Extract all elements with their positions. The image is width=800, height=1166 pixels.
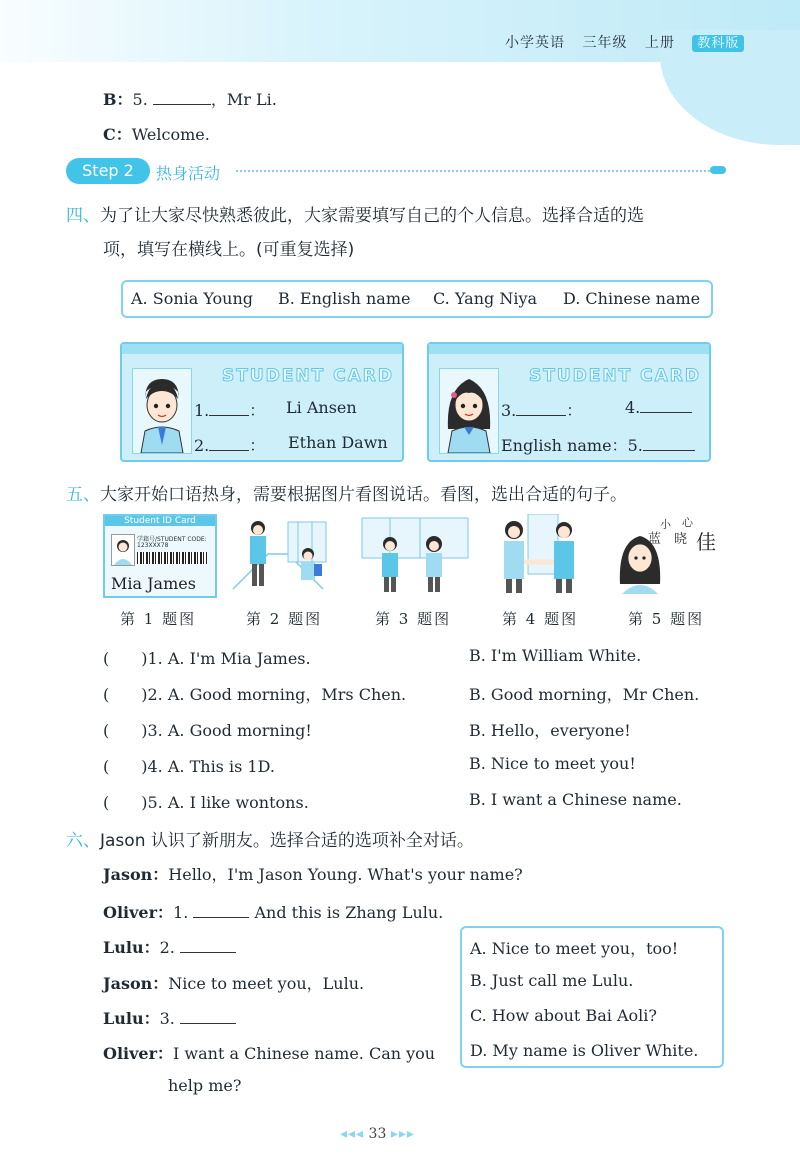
barcode-icon	[137, 552, 207, 564]
caption-4: 第 4 题图	[502, 610, 579, 628]
option-d: D. Chinese name	[563, 289, 701, 308]
step-title: 热身活动	[156, 164, 221, 183]
answer-blank[interactable]	[193, 903, 249, 918]
option-d: D. My name is Oliver White.	[470, 1041, 699, 1060]
field-label: English name：	[501, 436, 628, 455]
answer-parentheses[interactable]: ( )	[103, 721, 148, 740]
dialogue-line-b	[103, 87, 277, 110]
q5-item-1-b: B. I'm William White.	[469, 646, 642, 665]
option-c: C. Yang Niya	[433, 289, 538, 308]
q6-instruction	[66, 826, 474, 851]
card-row-3: 3. ：	[501, 401, 583, 420]
q4-options-box	[121, 280, 713, 318]
card-value-1: Li Ansen	[286, 398, 357, 417]
q5-item-5	[103, 790, 309, 813]
answer-parentheses[interactable]: ( )	[103, 757, 148, 776]
answer-parentheses[interactable]: ( )	[103, 793, 148, 812]
q5-item-3	[103, 718, 312, 741]
header-subject: 小学英语	[505, 35, 565, 51]
speaker-label: Jason：	[103, 865, 169, 884]
q6-line-4	[103, 971, 364, 994]
choice-a: A. I like wontons.	[167, 793, 309, 812]
picture-3-two-students	[360, 514, 470, 594]
card-row-1: 1. ：	[194, 401, 266, 420]
pencil-icon	[710, 166, 726, 174]
step-divider	[236, 170, 714, 172]
item-number: 5.	[147, 793, 163, 812]
q6-line-5	[103, 1006, 236, 1029]
card-row-4	[625, 398, 692, 417]
item-number: 2.	[159, 938, 175, 957]
id-code-value: 123XXX78	[137, 542, 169, 549]
left-arrows-icon: ◂◂◂	[340, 1126, 365, 1142]
card-row-5	[501, 433, 695, 456]
q6-options-box	[460, 926, 724, 1068]
q5-item-4-b: B. Nice to meet you!	[469, 754, 636, 773]
item-number: 1.	[173, 903, 189, 922]
q5-item-1	[103, 646, 311, 669]
item-number: 3.	[147, 721, 163, 740]
q4-instruction-cont: 项，填写在横线上。(可重复选择)	[103, 240, 355, 260]
picture-4-handshake	[488, 514, 598, 594]
caption-3: 第 3 题图	[375, 610, 452, 628]
dialogue-text: And this is Zhang Lulu.	[254, 903, 444, 922]
step-label: Step 2	[66, 158, 150, 184]
dialogue-text: Welcome.	[131, 125, 210, 144]
option-c: C. How about Bai Aoli?	[470, 1006, 657, 1025]
instruction-text: 为了让大家尽快熟悉彼此，大家需要填写自己的个人信息。选择合适的选	[100, 206, 644, 226]
answer-blank[interactable]	[640, 398, 692, 413]
dialogue-text: Nice to meet you，Lulu.	[168, 974, 365, 993]
speaker-label: Lulu：	[103, 938, 160, 957]
sign-char: 晓	[674, 532, 688, 547]
dialogue-text: ，Mr Li.	[210, 90, 277, 109]
item-number: 4.	[625, 398, 641, 417]
sign-char: 佳	[696, 530, 716, 554]
instruction-text: Jason 认识了新朋友。选择合适的选项补全对话。	[100, 831, 474, 851]
speaker-label: Oliver：	[103, 903, 174, 922]
card-band	[429, 344, 709, 354]
question-number: 四、	[66, 206, 100, 226]
option-a: A. Nice to meet you，too!	[470, 939, 679, 958]
sign-char: 小	[660, 518, 671, 531]
item-number: 1.	[147, 649, 163, 668]
q5-item-3-b: B. Hello，everyone!	[469, 721, 631, 740]
choice-a: A. This is 1D.	[167, 757, 275, 776]
caption-1: 第 1 题图	[120, 610, 197, 628]
item-number: 3.	[159, 1009, 175, 1028]
item-number: 5.	[132, 90, 148, 109]
card-value-2: Ethan Dawn	[288, 433, 388, 452]
choice-a: A. Good morning!	[167, 721, 312, 740]
id-card-name: Mia James	[111, 574, 196, 593]
q5-item-2-b: B. Good morning，Mr Chen.	[469, 685, 700, 704]
instruction-text: 大家开始口语热身，需要根据图片看图说话。看图，选出合适的句子。	[100, 485, 627, 505]
option-b: B. Just call me Lulu.	[470, 971, 634, 990]
right-arrows-icon: ▸▸▸	[390, 1126, 415, 1142]
speaker-label: Oliver：	[103, 1044, 174, 1063]
q4-instruction	[66, 201, 644, 226]
answer-blank[interactable]	[153, 90, 211, 105]
answer-parentheses[interactable]: ( )	[103, 649, 148, 668]
answer-blank[interactable]	[643, 436, 695, 451]
answer-parentheses[interactable]: ( )	[103, 685, 148, 704]
student-card-1	[120, 342, 404, 462]
q5-item-2	[103, 682, 406, 705]
item-number: 1.	[194, 401, 210, 420]
caption-2: 第 2 题图	[246, 610, 323, 628]
question-number: 五、	[66, 485, 100, 505]
sign-char: 心	[682, 516, 693, 529]
sign-char: 蓝	[648, 532, 662, 547]
speaker-label: C：	[103, 125, 132, 144]
speaker-label: Lulu：	[103, 1009, 160, 1028]
choice-a: A. I'm Mia James.	[167, 649, 311, 668]
answer-blank[interactable]	[180, 938, 236, 953]
student-card-2	[427, 342, 711, 462]
dialogue-text: Hello，I'm Jason Young. What's your name?	[168, 865, 523, 884]
answer-blank[interactable]	[516, 401, 566, 416]
item-number: 3.	[501, 401, 517, 420]
picture-2-teacher-and-boy	[228, 514, 338, 594]
q5-item-4	[103, 754, 275, 777]
item-number: 2.	[194, 436, 210, 455]
card-band	[122, 344, 402, 354]
id-code-label: 学籍号/STUDENT CODE:	[137, 536, 207, 543]
boy-avatar	[132, 368, 192, 454]
id-photo-icon	[111, 534, 135, 566]
card-row-2: 2. ：	[194, 436, 266, 455]
dialogue-text: I want a Chinese name. Can you	[173, 1044, 436, 1063]
book-header	[505, 32, 744, 52]
q5-instruction	[66, 480, 627, 505]
item-number: 4.	[147, 757, 163, 776]
q6-line-6-cont: help me?	[168, 1076, 242, 1095]
q6-line-1	[103, 862, 523, 885]
answer-blank[interactable]	[209, 436, 249, 451]
dialogue-line-c	[103, 122, 210, 145]
option-b: B. English name	[278, 289, 411, 308]
page-number: 33	[368, 1126, 387, 1142]
picture-1-id-card	[103, 514, 217, 598]
speaker-label: Jason：	[103, 974, 169, 993]
header-edition-badge: 教科版	[692, 35, 744, 52]
q6-line-2	[103, 900, 443, 923]
answer-blank[interactable]	[180, 1009, 236, 1024]
card-title: STUDENT CARD	[222, 366, 394, 386]
speaker-label: B：	[103, 90, 133, 109]
picture-5-girl-chinese-name	[612, 514, 722, 594]
item-number: 2.	[147, 685, 163, 704]
caption-5: 第 5 题图	[628, 610, 705, 628]
choice-a: A. Good morning，Mrs Chen.	[167, 685, 407, 704]
q5-item-5-b: B. I want a Chinese name.	[469, 790, 682, 809]
q6-line-6	[103, 1041, 435, 1064]
item-number: 5.	[627, 436, 643, 455]
girl-avatar	[439, 368, 499, 454]
id-card-title: Student ID Card	[105, 516, 215, 526]
header-volume: 上册	[644, 35, 675, 51]
question-number: 六、	[66, 831, 100, 851]
header-grade: 三年级	[582, 35, 628, 51]
option-a: A. Sonia Young	[131, 289, 254, 308]
page-footer	[340, 1126, 415, 1142]
q6-line-3	[103, 935, 236, 958]
answer-blank[interactable]	[209, 401, 249, 416]
card-title: STUDENT CARD	[529, 366, 701, 386]
